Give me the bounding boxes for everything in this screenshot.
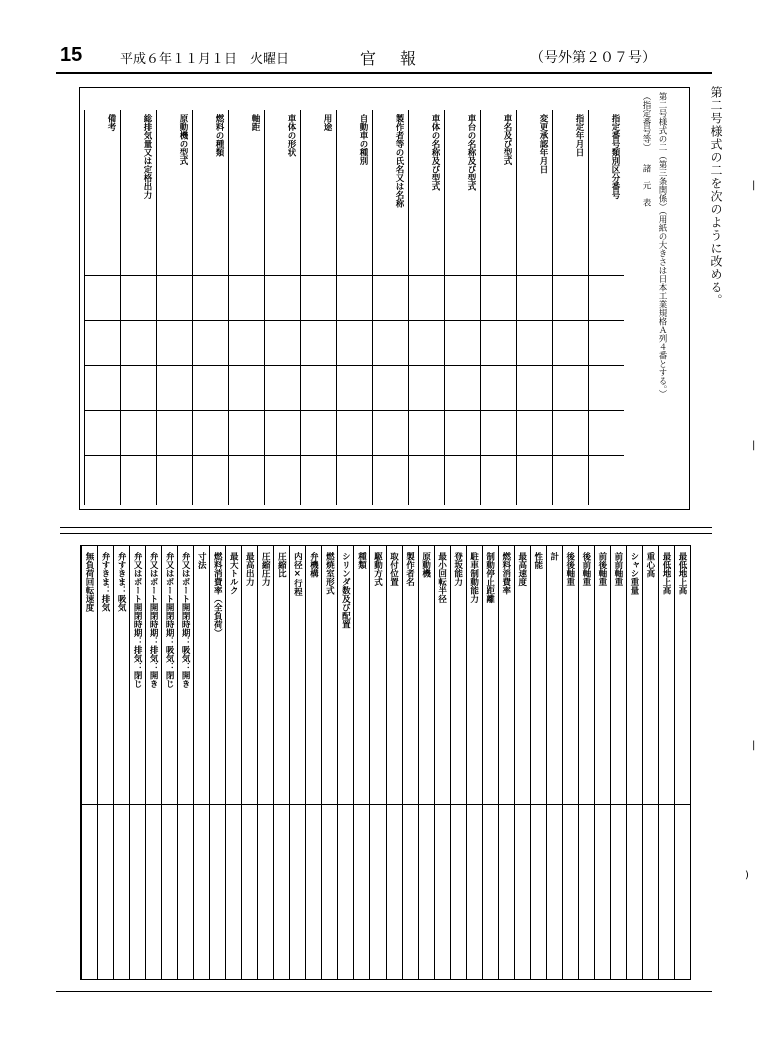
paper-name: 官報 bbox=[360, 49, 441, 68]
lower-form-row bbox=[546, 546, 562, 979]
lower-form-row bbox=[482, 546, 498, 979]
section-rule bbox=[60, 533, 712, 534]
upper-form-row-label: 変更承認年月日 bbox=[538, 114, 548, 174]
issue-date: 平成６年１１月１日 火曜日 bbox=[120, 52, 290, 67]
upper-form-row-label: 車台の名称及び型式 bbox=[466, 114, 476, 191]
lower-form-row-label: 最低地上高 bbox=[676, 552, 687, 595]
upper-form-row bbox=[300, 110, 336, 505]
lower-form-row bbox=[450, 546, 466, 979]
lower-form-row bbox=[209, 546, 225, 979]
page-header bbox=[60, 44, 710, 70]
upper-form-caption: 第二号様式の二（第三条関係）（用紙の大きさは日本工業規格Ａ列４番とする。） bbox=[657, 92, 667, 398]
upper-form-row-label: 製作者等の氏名又は名称 bbox=[394, 114, 404, 208]
lower-form-row bbox=[145, 546, 161, 979]
lower-form-row bbox=[289, 546, 305, 979]
lower-form-row bbox=[129, 546, 145, 979]
lower-form-row bbox=[402, 546, 418, 979]
lower-form-row bbox=[578, 546, 594, 979]
upper-form-row-label: 原動機の型式 bbox=[178, 114, 188, 165]
lower-form-row-label: 燃料消費率 bbox=[500, 552, 511, 595]
lower-form-row bbox=[674, 546, 690, 979]
upper-form-row bbox=[444, 110, 480, 505]
upper-form-subcaption: （指定番号等） 諸 元 表 bbox=[641, 92, 651, 207]
lower-form-row-label: 取付位置 bbox=[388, 552, 399, 586]
upper-form-row bbox=[480, 110, 516, 505]
lower-form-row-label: 後前軸重 bbox=[580, 552, 591, 586]
lower-form-row-label: シリンダ数及び配置 bbox=[340, 552, 351, 629]
lower-form-row-label: 種類 bbox=[356, 552, 367, 569]
lower-form-divider bbox=[81, 804, 690, 805]
lower-form-row-label: 後後軸重 bbox=[564, 552, 575, 586]
lower-form-row-label: 弁又はポート開閉時期：排気：閉じ bbox=[132, 552, 143, 688]
lower-form-row-label: 登坂能力 bbox=[452, 552, 463, 586]
upper-form-row bbox=[588, 110, 624, 505]
lower-form-row bbox=[257, 546, 273, 979]
lower-form-row-label: 弁又はポート開閉時期：排気：開き bbox=[148, 552, 159, 688]
upper-form-row bbox=[120, 110, 156, 505]
lower-form-row-label: 駐車制動能力 bbox=[468, 552, 479, 603]
upper-form-row-label: 車体の名称及び型式 bbox=[430, 114, 440, 191]
upper-form-row bbox=[408, 110, 444, 505]
lower-form-grid bbox=[80, 545, 691, 980]
upper-form-row bbox=[516, 110, 552, 505]
lower-form-row-label: 重心高 bbox=[644, 552, 655, 578]
lower-form-row bbox=[498, 546, 514, 979]
header-rule bbox=[56, 72, 712, 74]
lower-form-row bbox=[241, 546, 257, 979]
lower-form-row-label: 寸法 bbox=[196, 552, 207, 569]
section-rule bbox=[60, 527, 712, 528]
lower-form-row bbox=[97, 546, 113, 979]
footer-rule bbox=[56, 991, 712, 992]
lower-form-row-label: 製作者名 bbox=[404, 552, 415, 586]
lower-form-row bbox=[193, 546, 209, 979]
lower-form-row bbox=[610, 546, 626, 979]
lower-form-row-label: 性能 bbox=[532, 552, 543, 569]
upper-form-row bbox=[156, 110, 192, 505]
upper-form-grid bbox=[84, 110, 624, 505]
lower-form-row bbox=[418, 546, 434, 979]
lower-form-row-label: 前後軸重 bbox=[596, 552, 607, 586]
lower-form-row bbox=[562, 546, 578, 979]
lower-form-row-label: 最大トルク bbox=[228, 552, 239, 595]
lower-form-row bbox=[594, 546, 610, 979]
upper-form-divider bbox=[84, 455, 624, 456]
lower-form-row bbox=[353, 546, 369, 979]
lower-form-row-label: 弁又はポート開閉時期：吸気：開き bbox=[180, 552, 191, 688]
lower-form-row-label: 最高出力 bbox=[244, 552, 255, 586]
upper-form-row-label: 備考 bbox=[106, 114, 116, 131]
lower-form-row bbox=[113, 546, 129, 979]
lower-form-row-label: 最小回転半径 bbox=[436, 552, 447, 603]
lower-form-row bbox=[626, 546, 642, 979]
upper-form-row-label: 指定年月日 bbox=[574, 114, 584, 157]
margin-mark: ) bbox=[745, 870, 749, 881]
lower-form-row-label: 燃焼室形式 bbox=[324, 552, 335, 595]
upper-form-row-label: 指定番号類別区分番号 bbox=[610, 114, 620, 199]
lower-form-row-label: 最高速度 bbox=[516, 552, 527, 586]
lower-form-row bbox=[81, 546, 97, 979]
lower-form-row-label: 圧縮圧力 bbox=[260, 552, 271, 586]
upper-form-row bbox=[192, 110, 228, 505]
upper-form-divider bbox=[84, 275, 624, 276]
issue-number: （号外第２０７号） bbox=[530, 50, 656, 66]
lower-form-row-label: 圧縮比 bbox=[276, 552, 287, 578]
page-number: 15 bbox=[60, 44, 83, 66]
lower-form-row-label: 弁又はポート開閉時期：吸気：閉じ bbox=[164, 552, 175, 688]
lower-form-row-label: シャシ重量 bbox=[628, 552, 639, 595]
lower-form-row-label: 弁機構 bbox=[308, 552, 319, 578]
upper-form-row bbox=[336, 110, 372, 505]
margin-mark: | bbox=[752, 440, 756, 451]
upper-form-row bbox=[228, 110, 264, 505]
lower-form-row-label: 計 bbox=[548, 552, 559, 561]
lower-form-row bbox=[514, 546, 530, 979]
lower-form-row bbox=[386, 546, 402, 979]
upper-form-row bbox=[264, 110, 300, 505]
upper-form-divider bbox=[84, 320, 624, 321]
lower-form-row bbox=[177, 546, 193, 979]
lower-form-row bbox=[337, 546, 353, 979]
upper-form-row bbox=[552, 110, 588, 505]
lower-form-row bbox=[225, 546, 241, 979]
lower-form-row-label: 無負荷回転速度 bbox=[84, 552, 95, 612]
lower-form-row bbox=[161, 546, 177, 979]
margin-mark: | bbox=[752, 180, 756, 191]
lower-form-row-label: 前前軸重 bbox=[612, 552, 623, 586]
margin-mark: | bbox=[752, 740, 756, 751]
lower-form-row-label: 制動停止距離 bbox=[484, 552, 495, 603]
lower-form-row-label: 最低地上高 bbox=[660, 552, 671, 595]
lower-form-row bbox=[658, 546, 674, 979]
lower-form-row-label: 駆動方式 bbox=[372, 552, 383, 586]
lower-form-row bbox=[466, 546, 482, 979]
lower-form-row bbox=[642, 546, 658, 979]
lower-form-row-label: 弁すきま：排気 bbox=[100, 552, 111, 612]
lower-form-row bbox=[305, 546, 321, 979]
lower-form-row bbox=[434, 546, 450, 979]
upper-form-row-label: 総排気量又は定格出力 bbox=[142, 114, 152, 199]
lower-form-row bbox=[321, 546, 337, 979]
upper-form-row bbox=[84, 110, 120, 505]
lower-form-row-label: 弁すきま：吸気 bbox=[116, 552, 127, 612]
lower-form-row-label: 原動機 bbox=[420, 552, 431, 578]
upper-form-row-label: 燃料の種類 bbox=[214, 114, 224, 157]
upper-form-row-label: 用途 bbox=[322, 114, 332, 131]
upper-form-divider bbox=[84, 365, 624, 366]
lower-form-row-label: 内径×行程 bbox=[292, 552, 303, 596]
lower-form-row bbox=[273, 546, 289, 979]
upper-form-row-label: 車体の形状 bbox=[286, 114, 296, 157]
upper-form-row-label: 軸距 bbox=[250, 114, 260, 131]
lower-form-row-label: 燃料消費率（全負荷） bbox=[212, 552, 223, 637]
upper-form-divider bbox=[84, 410, 624, 411]
upper-form-row bbox=[372, 110, 408, 505]
upper-form-row-label: 自動車の種別 bbox=[358, 114, 368, 165]
upper-form-row-label: 車名及び型式 bbox=[502, 114, 512, 165]
amendment-note: 第二号様式の二を次のように改める。 bbox=[709, 86, 723, 307]
lower-form-row bbox=[369, 546, 385, 979]
lower-form-row bbox=[530, 546, 546, 979]
